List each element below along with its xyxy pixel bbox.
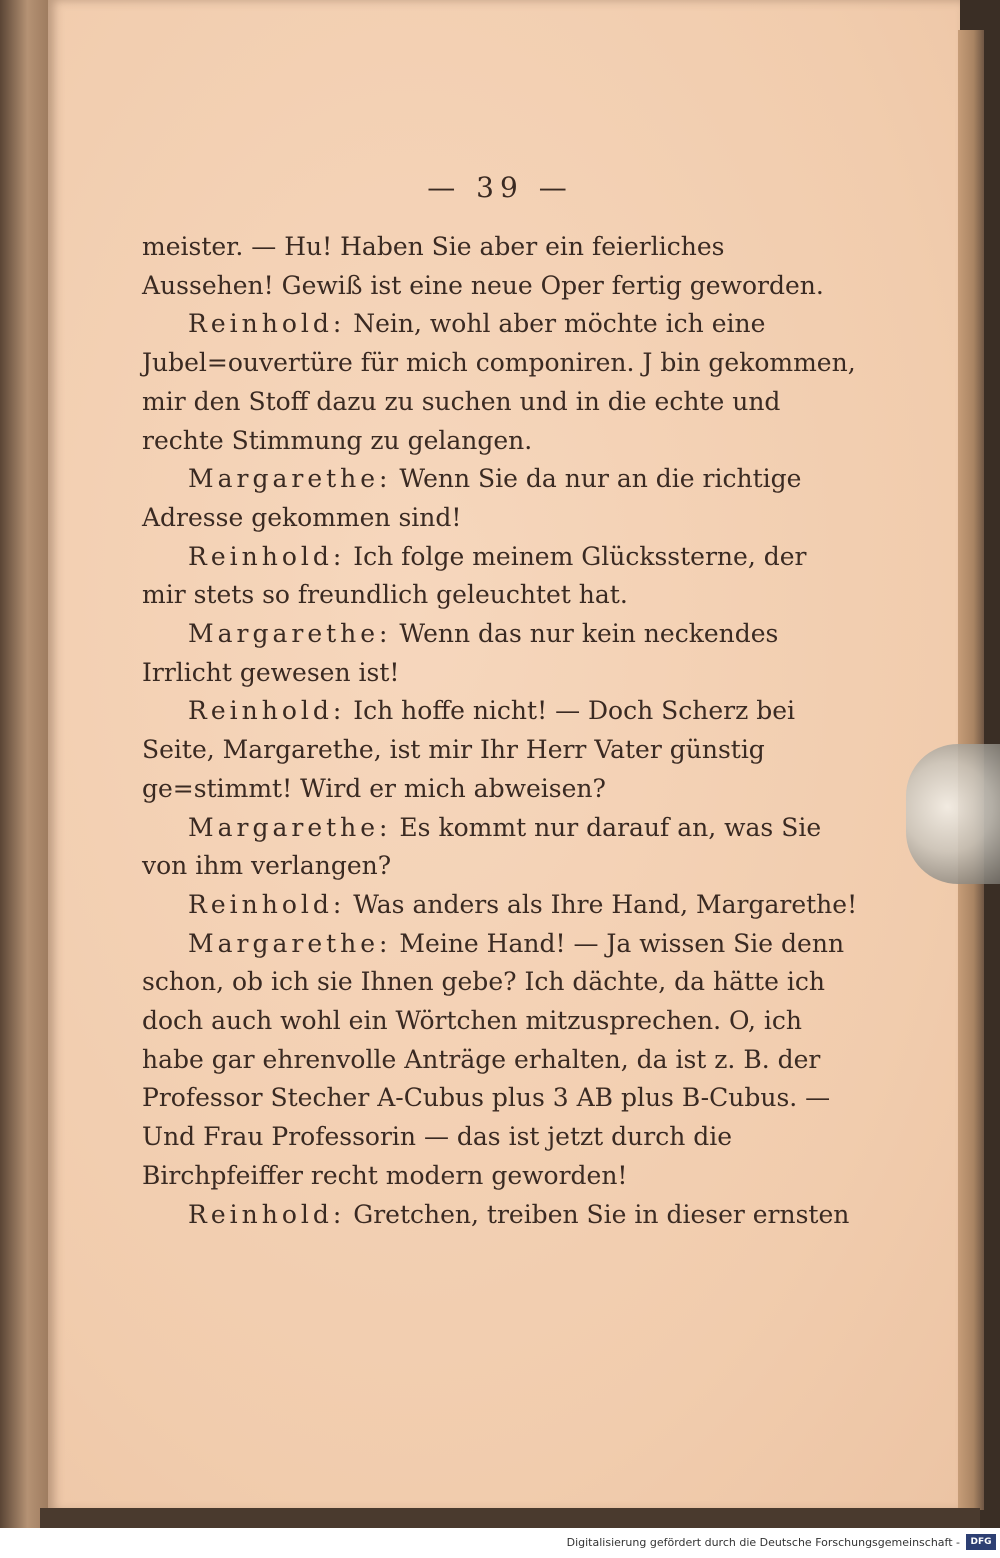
dfg-logo: DFG <box>966 1534 996 1550</box>
paragraph-text: Gretchen, treiben Sie in dieser ernsten <box>345 1199 850 1229</box>
footer <box>0 1528 1000 1558</box>
paragraph <box>142 692 858 808</box>
paragraph <box>142 538 858 615</box>
page-clip <box>906 744 1000 884</box>
paragraph-text: Nein, wohl aber möchte ich eine Jubel=ouvertüre für mich componiren. J bin gekommen, mir den Stoff dazu zu suchen und in die echte und rechte Stimmung zu gelangen. <box>142 309 856 455</box>
paragraph <box>142 615 858 692</box>
paragraph-text: Ich folge meinem Glückssterne, der mir stets so freundlich geleuchtet hat. <box>142 541 807 610</box>
paragraph-text: Ich hoffe nicht! — Doch Scherz bei Seite, Margarethe, ist mir Ihr Herr Vater günstig ge=stimmt! Wird er mich abweisen? <box>142 696 796 803</box>
paragraph-text: Meine Hand! — Ja wissen Sie denn schon, ob ich sie Ihnen gebe? Ich dächte, da hätte ich doch auch wohl ein Wörtchen mitzusprechen. O, ich habe gar ehrenvolle Anträge erhalten, da ist z. B. der Professor Stecher A-Cubus plus 3 AB plus B-Cubus. — Und Frau Professorin — das ist jetzt durch die Birchpfeiffer recht modern geworden! <box>142 928 845 1190</box>
paragraph <box>142 460 858 537</box>
paragraph-text: meister. — Hu! Haben Sie aber ein feierliches Aussehen! Gewiß ist eine neue Oper fertig geworden. <box>142 232 824 300</box>
paragraph-list <box>142 228 858 1234</box>
speaker-name: Reinhold: <box>188 309 346 339</box>
speaker-name: Margarethe: <box>188 812 392 842</box>
speaker-name: Margarethe: <box>188 928 392 958</box>
left-page-edge <box>0 0 50 1528</box>
speaker-name: Margarethe: <box>188 619 392 649</box>
page-number: — 39 — <box>427 171 573 204</box>
paragraph-text: Was anders als Ihre Hand, Margarethe! <box>345 889 858 919</box>
speaker-name: Reinhold: <box>188 1199 346 1229</box>
bottom-page-edge <box>40 1508 980 1528</box>
page-text <box>142 168 858 1234</box>
speaker-name: Reinhold: <box>188 541 346 571</box>
speaker-name: Reinhold: <box>188 889 346 919</box>
paragraph <box>142 228 858 305</box>
footer-credit: Digitalisierung gefördert durch die Deutsche Forschungsgemeinschaft - <box>566 1536 960 1549</box>
paragraph-text: Wenn das nur kein neckendes Irrlicht gewesen ist! <box>142 619 779 687</box>
speaker-name: Margarethe: <box>188 464 392 494</box>
paragraph-text: Es kommt nur darauf an, was Sie von ihm verlangen? <box>142 812 822 881</box>
paragraph <box>142 886 858 925</box>
paragraph-text: Wenn Sie da nur an die richtige Adresse gekommen sind! <box>142 464 802 532</box>
paragraph <box>142 305 858 460</box>
paragraph <box>142 809 858 886</box>
paragraph <box>142 925 858 1196</box>
speaker-name: Reinhold: <box>188 696 346 726</box>
paragraph <box>142 1196 858 1235</box>
